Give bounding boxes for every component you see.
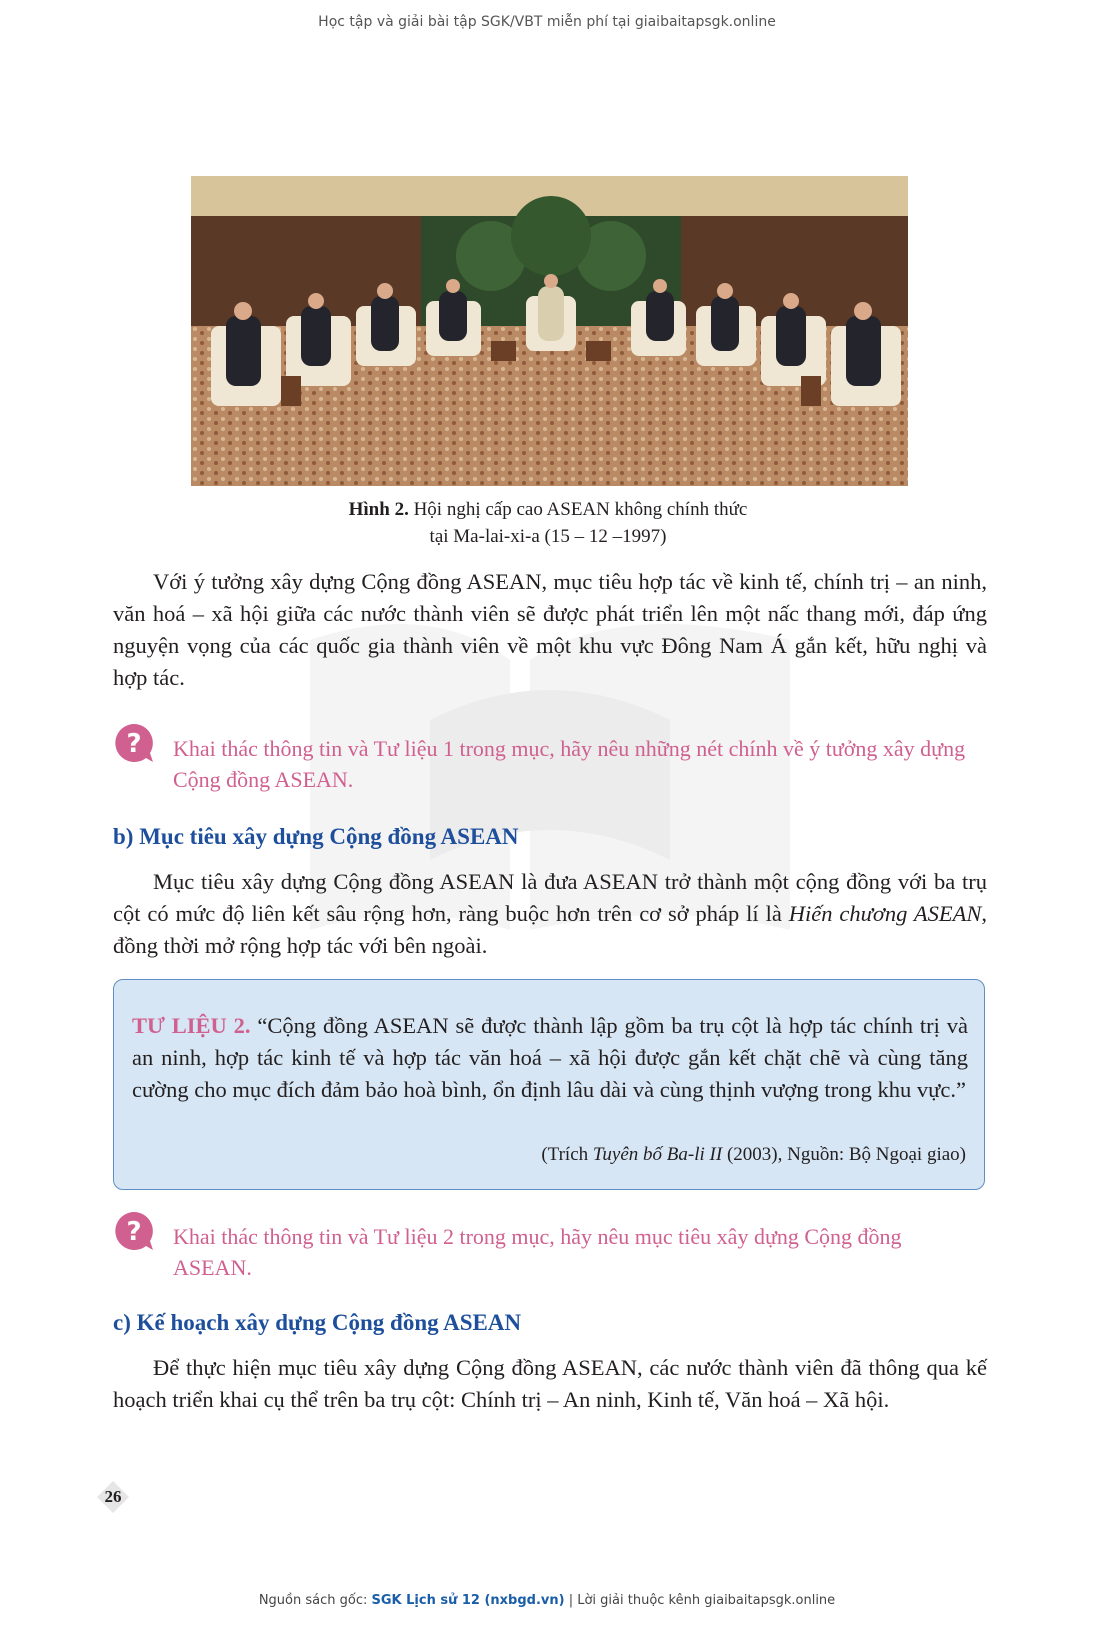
svg-text:?: ? bbox=[126, 1217, 142, 1247]
figure-caption-line1: Hội nghị cấp cao ASEAN không chính thức bbox=[413, 499, 748, 520]
source-2-quote: “Cộng đồng ASEAN sẽ được thành lập gồm ba trụ cột là hợp tác chính trị và an ninh, hợp tác kinh tế và hợp tác văn hoá – xã hội được gắn kết chặt chẽ và cùng tăng cường cho mục đích đảm bảo hoà bình, ổn định lâu dài và cùng thịnh vượng trong khu vực.” bbox=[132, 1013, 968, 1102]
summit-photo bbox=[191, 176, 908, 486]
section-c-paragraph: Để thực hiện mục tiêu xây dựng Cộng đồng ASEAN, các nước thành viên đã thông qua kế hoạch triển khai cụ thể trên ba trụ cột: Chính trị – An ninh, Kinh tế, Văn hoá – Xã hội. bbox=[113, 1355, 987, 1412]
footer-suffix: | Lời giải thuộc kênh giaibaitapsgk.online bbox=[564, 1593, 836, 1608]
source-2-box bbox=[113, 979, 985, 1190]
figure-caption-line2: tại Ma-lai-xi-a (15 – 12 –1997) bbox=[429, 526, 667, 547]
section-c-heading: c) Kế hoạch xây dựng Cộng đồng ASEAN bbox=[113, 1310, 522, 1335]
section-b-text-before: Mục tiêu xây dựng Cộng đồng ASEAN là đưa ASEAN trở thành một cộng đồng với ba trụ cột có mức độ liên kết sâu rộng hơn, ràng buộc hơn trên cơ sở pháp lí là bbox=[113, 869, 987, 926]
question-1: Khai thác thông tin và Tư liệu 1 trong mục, hãy nêu những nét chính về ý tưởng xây dựng Cộng đồng ASEAN. bbox=[173, 736, 966, 792]
source-2-cite-italic: Tuyên bố Ba-li II bbox=[592, 1144, 723, 1165]
question-mark-icon bbox=[113, 1210, 155, 1252]
page-number: 26 bbox=[104, 1487, 122, 1506]
question-2: Khai thác thông tin và Tư liệu 2 trong mục, hãy nêu mục tiêu xây dựng Cộng đồng ASEAN. bbox=[173, 1224, 902, 1280]
figure-label: Hình 2. bbox=[348, 499, 409, 520]
intro-paragraph: Với ý tưởng xây dựng Cộng đồng ASEAN, mục tiêu hợp tác về kinh tế, chính trị – an ninh, văn hoá – xã hội giữa các nước thành viên sẽ được phát triển lên một nấc thang mới, đáp ứng nguyện vọng của các quốc gia thành viên về một khu vực Đông Nam Á gắn kết, hữu nghị và hợp tác. bbox=[113, 569, 987, 690]
section-b-heading: b) Mục tiêu xây dựng Cộng đồng ASEAN bbox=[113, 824, 519, 849]
header-note: Học tập và giải bài tập SGK/VBT miễn phí tại giaibaitapsgk.online bbox=[318, 14, 776, 30]
footer-note bbox=[0, 1593, 1094, 1608]
section-b-text-after: , đồng thời mở rộng hợp tác với bên ngoài. bbox=[113, 901, 987, 958]
question-mark-icon bbox=[113, 722, 155, 764]
footer-prefix: Nguồn sách gốc: bbox=[258, 1593, 372, 1608]
source-2-label: TƯ LIỆU 2. bbox=[132, 1013, 251, 1038]
section-b-paragraph bbox=[113, 866, 987, 962]
section-b-text-italic: Hiến chương ASEAN bbox=[788, 901, 982, 926]
source-2-text bbox=[132, 1010, 968, 1106]
source-2-cite-suffix: (2003), Nguồn: Bộ Ngoại giao) bbox=[722, 1144, 966, 1165]
figure-caption bbox=[150, 496, 946, 550]
footer-source-link[interactable]: SGK Lịch sử 12 (nxbgd.vn) bbox=[371, 1593, 565, 1608]
svg-text:?: ? bbox=[126, 729, 142, 759]
source-2-citation bbox=[541, 1142, 966, 1168]
source-2-cite-prefix: (Trích bbox=[541, 1144, 593, 1165]
